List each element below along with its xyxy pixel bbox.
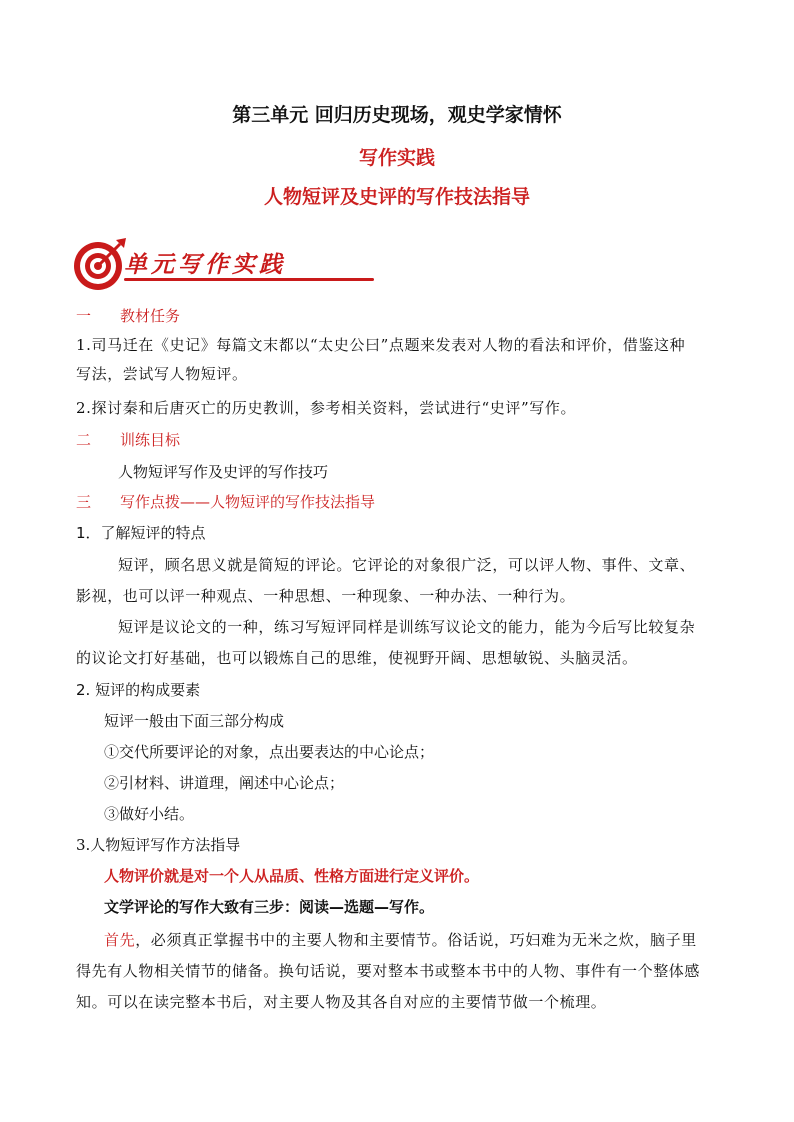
section-1-heading (76, 306, 736, 326)
part-3-para-a (104, 930, 764, 950)
part-3-para-a-text: ，必须真正掌握书中的主要人物和主要情节。俗话说，巧妇难为无米之炊，脑子里 (135, 931, 697, 949)
part-3-para-b: 得先有人物相关情节的储备。换句话说，要对整本书或整本书中的人物、事件有一个整体感 (76, 962, 701, 980)
unit-writing-banner (70, 234, 320, 290)
first-word: 首先 (104, 931, 136, 949)
part-1-para-2a: 短评是议论文的一种，练习写短评同样是训练写议论文的能力，能为今后写比较复杂 (118, 618, 696, 636)
part-1-para-1b: 影视，也可以评一种观点、一种思想、一种现象、一种办法、一种行为。 (76, 587, 576, 605)
training-goal: 人物短评写作及史评的写作技巧 (118, 463, 329, 481)
section-3-title: 写作点拨——人物短评的写作技法指导 (120, 493, 376, 511)
part-3-steps: 文学评论的写作大致有三步：阅读—选题—写作。 (104, 898, 435, 916)
section-2-number: 二 (76, 431, 92, 449)
part-2-item-2: ②引材料、讲道理，阐述中心论点； (104, 774, 345, 792)
task-line-3: 2.探讨秦和后唐灭亡的历史教训，参考相关资料，尝试进行“史评”写作。 (76, 399, 577, 417)
task-line-1: 1.司马迁在《史记》每篇文末都以“太史公曰”点题来发表对人物的看法和评价，借鉴这种 (76, 336, 686, 354)
subtitle-writing-practice: 写作实践 (358, 147, 435, 169)
task-line-2: 写法，尝试写人物短评。 (76, 365, 248, 383)
banner-label: 单元写作实践 (124, 251, 286, 278)
part-3-heading: 3.人物短评写作方法指导 (76, 836, 241, 854)
section-1-title: 教材任务 (120, 307, 181, 325)
section-1-number: 一 (76, 307, 92, 325)
section-3-number: 三 (76, 493, 92, 511)
part-3-para-c: 知。可以在读完整本书后，对主要人物及其各自对应的主要情节做一个梳理。 (76, 993, 607, 1011)
section-2-heading (76, 430, 736, 450)
section-2-title: 训练目标 (120, 431, 181, 449)
banner-underline (124, 278, 374, 281)
unit-title: 第三单元 回归历史现场，观史学家情怀 (232, 104, 562, 126)
target-icon (70, 234, 130, 294)
part-2-heading: 2. 短评的构成要素 (76, 681, 201, 699)
section-3-heading (76, 492, 736, 512)
part-2-item-1: ①交代所要评论的对象，点出要表达的中心论点； (104, 743, 435, 761)
subtitle-guidance: 人物短评及史评的写作技法指导 (263, 186, 530, 208)
part-1-para-2b: 的议论文打好基础，也可以锻炼自己的思维，使视野开阔、思想敏锐、头脑灵活。 (76, 649, 638, 667)
part-1-para-1a: 短评，顾名思义就是简短的评论。它评论的对象很广泛，可以评人物、事件、文章、 (118, 556, 696, 574)
part-3-definition: 人物评价就是对一个人从品质、性格方面进行定义评价。 (104, 867, 480, 885)
part-2-item-3: ③做好小结。 (104, 805, 195, 823)
part-1-heading: 1．了解短评的特点 (76, 524, 206, 542)
part-2-intro: 短评一般由下面三部分构成 (104, 712, 285, 730)
